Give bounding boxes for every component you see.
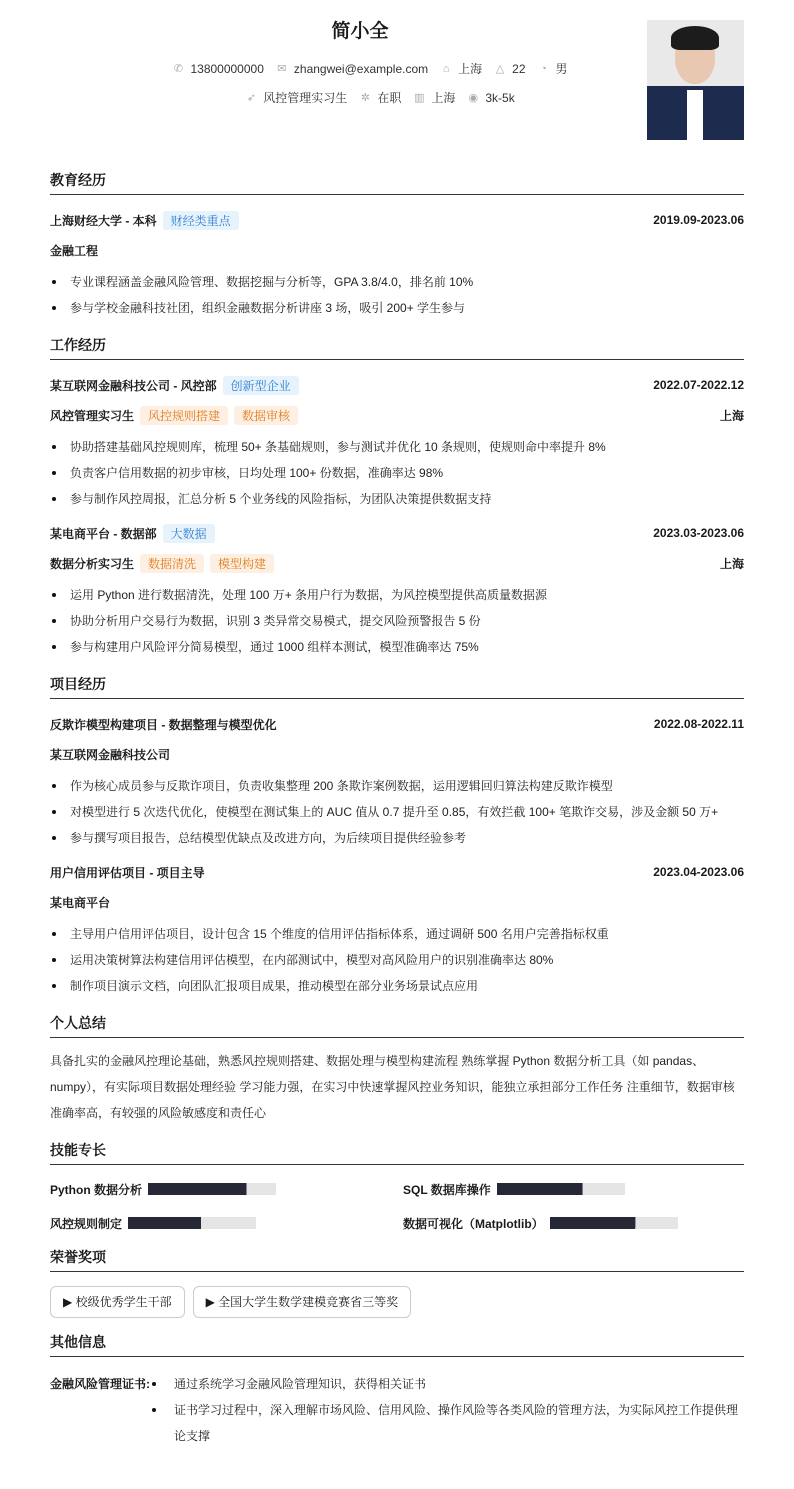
- tag: 创新型企业: [223, 376, 299, 395]
- entry-title: 某电商平台: [50, 895, 111, 910]
- entry-left: [50, 242, 98, 259]
- summary-text: 具备扎实的金融风控理论基础，熟悉风控规则搭建、数据处理与模型构建流程 熟练掌握 Python 数据分析工具（如 pandas、numpy），有实际项目数据处理经验 学习能力强，在实习中快速掌握风控业务知识，能独立承担部分工作任务 注重细节，数据审核准确率高，有较强的风险敏感度和责任心: [50, 1054, 735, 1120]
- bullet-list: [50, 921, 744, 999]
- bullet-item: 作为核心成员参与反欺诈项目，负责收集整理 200 条欺诈案例数据，运用逻辑回归算法构建反欺诈模型: [50, 773, 744, 799]
- entry-title: 某互联网金融科技公司 - 风控部: [50, 378, 217, 393]
- entry-row: [50, 209, 744, 231]
- tag: 模型构建: [210, 554, 274, 573]
- candidate-name: 简小全: [331, 21, 389, 42]
- skill-name: 数据可视化（Matplotlib）: [403, 1216, 544, 1231]
- section-title: 教育经历: [50, 170, 744, 195]
- entry-title: 某电商平台 - 数据部: [50, 526, 157, 541]
- bullet-item: 参与撰写项目报告，总结模型优缺点及改进方向，为后续项目提供经验参考: [50, 825, 744, 851]
- gender-icon: ◔: [540, 62, 547, 75]
- age-icon: △: [495, 63, 505, 75]
- entry-right: 上海: [719, 408, 744, 423]
- skill-level-bar: [128, 1217, 256, 1229]
- bullet-item: 对模型进行 5 次迭代优化，使模型在测试集上的 AUC 值从 0.7 提升至 0.85，有效拦截 100+ 笔欺诈交易，涉及金额 50 万+: [50, 799, 744, 825]
- avatar-photo: [647, 20, 744, 140]
- home-icon: ⌂: [442, 62, 450, 75]
- mail-icon: ✉: [277, 63, 287, 75]
- job-status: 在职: [377, 91, 402, 105]
- skill-item: [403, 1179, 744, 1199]
- bullet-item: 主导用户信用评估项目，设计包含 15 个维度的信用评估指标体系，通过调研 500 名用户完善指标权重: [50, 921, 744, 947]
- tag: 风控规则搭建: [140, 406, 228, 425]
- section-title: 项目经历: [50, 674, 744, 699]
- projects-section: [50, 674, 744, 999]
- resume-body: [50, 170, 744, 1473]
- entry-left: [50, 746, 170, 763]
- award-badge[interactable]: ▶ 校级优秀学生干部: [50, 1286, 185, 1318]
- entry-row: [50, 404, 744, 426]
- entry-left: [50, 406, 298, 425]
- bullet-item: 运用决策树算法构建信用评估模型，在内部测试中，模型对高风险用户的识别准确率达 80%: [50, 947, 744, 973]
- bullet-item: 协助搭建基础风控规则库，梳理 50+ 条基础规则，参与测试并优化 10 条规则，使规则命中率提升 8%: [50, 434, 744, 460]
- entry-row: [50, 239, 744, 261]
- entry-row: [50, 374, 744, 396]
- section-title: 个人总结: [50, 1013, 744, 1038]
- bullet-item: 协助分析用户交易行为数据，识别 3 类异常交易模式，提交风险预警报告 5 份: [50, 608, 744, 634]
- gender: 男: [555, 62, 568, 76]
- send-icon: ➶: [246, 92, 256, 104]
- entry-right: 上海: [719, 556, 744, 571]
- bullet-item: 负责客户信用数据的初步审核，日均处理 100+ 份数据，准确率达 98%: [50, 460, 744, 486]
- phone: 13800000000: [190, 61, 264, 76]
- other-section: [50, 1332, 744, 1459]
- skill-item: [50, 1213, 403, 1233]
- work-section: [50, 335, 744, 660]
- entry-left: [50, 894, 110, 911]
- bullet-list: [50, 773, 744, 851]
- tag: 大数据: [163, 524, 215, 543]
- entry-left: [50, 864, 205, 881]
- education-section: [50, 170, 744, 321]
- entry-left: [50, 376, 299, 395]
- entry-title: 某互联网金融科技公司: [50, 747, 171, 762]
- entry-title: 反欺诈模型构建项目 - 数据整理与模型优化: [50, 717, 277, 732]
- skill-item: [50, 1179, 403, 1199]
- entry-row: [50, 552, 744, 574]
- bullet-item: 专业课程涵盖金融风险管理、数据挖掘与分析等，GPA 3.8/4.0，排名前 10%: [50, 269, 744, 295]
- city: 上海: [458, 62, 483, 76]
- bullet-list: [50, 269, 744, 321]
- bullet-item: 制作项目演示文档，向团队汇报项目成果，推动模型在部分业务场景试点应用: [50, 973, 744, 999]
- bullet-item: 证书学习过程中，深入理解市场风险、信用风险、操作风险等各类风险的管理方法，为实际风控工作提供理论支撑: [150, 1397, 744, 1449]
- award-badge[interactable]: ▶ 全国大学生数学建模竞赛省三等奖: [193, 1286, 412, 1318]
- skill-level-bar: [148, 1183, 276, 1195]
- entry-right: 2019.09-2023.06: [653, 213, 744, 227]
- status-icon: ✲: [360, 92, 370, 104]
- skill-name: Python 数据分析: [50, 1182, 142, 1197]
- salary: 3k-5k: [485, 90, 515, 105]
- skills-section: [50, 1140, 744, 1233]
- entry-right: 2022.07-2022.12: [653, 378, 744, 392]
- entry-left: [50, 524, 215, 543]
- section-title: 其他信息: [50, 1332, 744, 1357]
- skill-item: [403, 1213, 744, 1233]
- entry-title: 风控管理实习生: [50, 408, 135, 423]
- bullet-list: [50, 434, 744, 512]
- email: zhangwei@example.com: [293, 61, 429, 76]
- section-title: 荣誉奖项: [50, 1247, 744, 1272]
- tag: 财经类重点: [163, 211, 239, 230]
- resume-header: [50, 18, 630, 106]
- target-position: 风控管理实习生: [263, 91, 348, 105]
- phone-icon: ✆: [173, 63, 184, 75]
- entry-title: 用户信用评估项目 - 项目主导: [50, 865, 205, 880]
- entry-title: 上海财经大学 - 本科: [50, 213, 157, 228]
- entry-left: [50, 211, 239, 230]
- salary-icon: ◉: [468, 92, 479, 104]
- bullet-list: [50, 582, 744, 660]
- entry-right: 2023.03-2023.06: [653, 526, 744, 540]
- section-title: 技能专长: [50, 1140, 744, 1165]
- bullet-list: [150, 1371, 744, 1449]
- skill-level-bar: [550, 1217, 678, 1229]
- awards-list: [50, 1286, 744, 1318]
- awards-section: [50, 1247, 744, 1318]
- bullet-item: 参与学校金融科技社团，组织金融数据分析讲座 3 场，吸引 200+ 学生参与: [50, 295, 744, 321]
- skill-name: SQL 数据库操作: [403, 1182, 491, 1197]
- entry-title: 金融工程: [50, 243, 99, 258]
- entry-left: [50, 554, 274, 573]
- entry-row: [50, 522, 744, 544]
- certificate-label: 金融风险管理证书:: [50, 1377, 150, 1391]
- tag: 数据审核: [234, 406, 298, 425]
- other-info: [50, 1371, 744, 1459]
- skill-level-bar: [497, 1183, 625, 1195]
- entry-row: [50, 713, 744, 735]
- entry-row: [50, 891, 744, 913]
- target-city: 上海: [431, 91, 456, 105]
- summary-section: [50, 1013, 744, 1126]
- entry-row: [50, 743, 744, 765]
- entry-title: 数据分析实习生: [50, 556, 135, 571]
- entry-left: [50, 716, 277, 733]
- skill-name: 风控规则制定: [50, 1216, 123, 1231]
- bullet-item: 参与制作风控周报，汇总分析 5 个业务线的风险指标，为团队决策提供数据支持: [50, 486, 744, 512]
- section-title: 工作经历: [50, 335, 744, 360]
- bullet-item: 运用 Python 进行数据清洗，处理 100 万+ 条用户行为数据，为风控模型提供高质量数据源: [50, 582, 744, 608]
- entry-right: 2023.04-2023.06: [653, 865, 744, 879]
- building-icon: ▥: [414, 92, 425, 104]
- entry-right: 2022.08-2022.11: [653, 717, 744, 731]
- age: 22: [512, 61, 526, 76]
- skills-grid: [50, 1179, 744, 1233]
- bullet-item: 参与构建用户风险评分简易模型，通过 1000 组样本测试，模型准确率达 75%: [50, 634, 744, 660]
- bullet-item: 通过系统学习金融风险管理知识，获得相关证书: [150, 1371, 744, 1397]
- tag: 数据清洗: [140, 554, 204, 573]
- entry-row: [50, 861, 744, 883]
